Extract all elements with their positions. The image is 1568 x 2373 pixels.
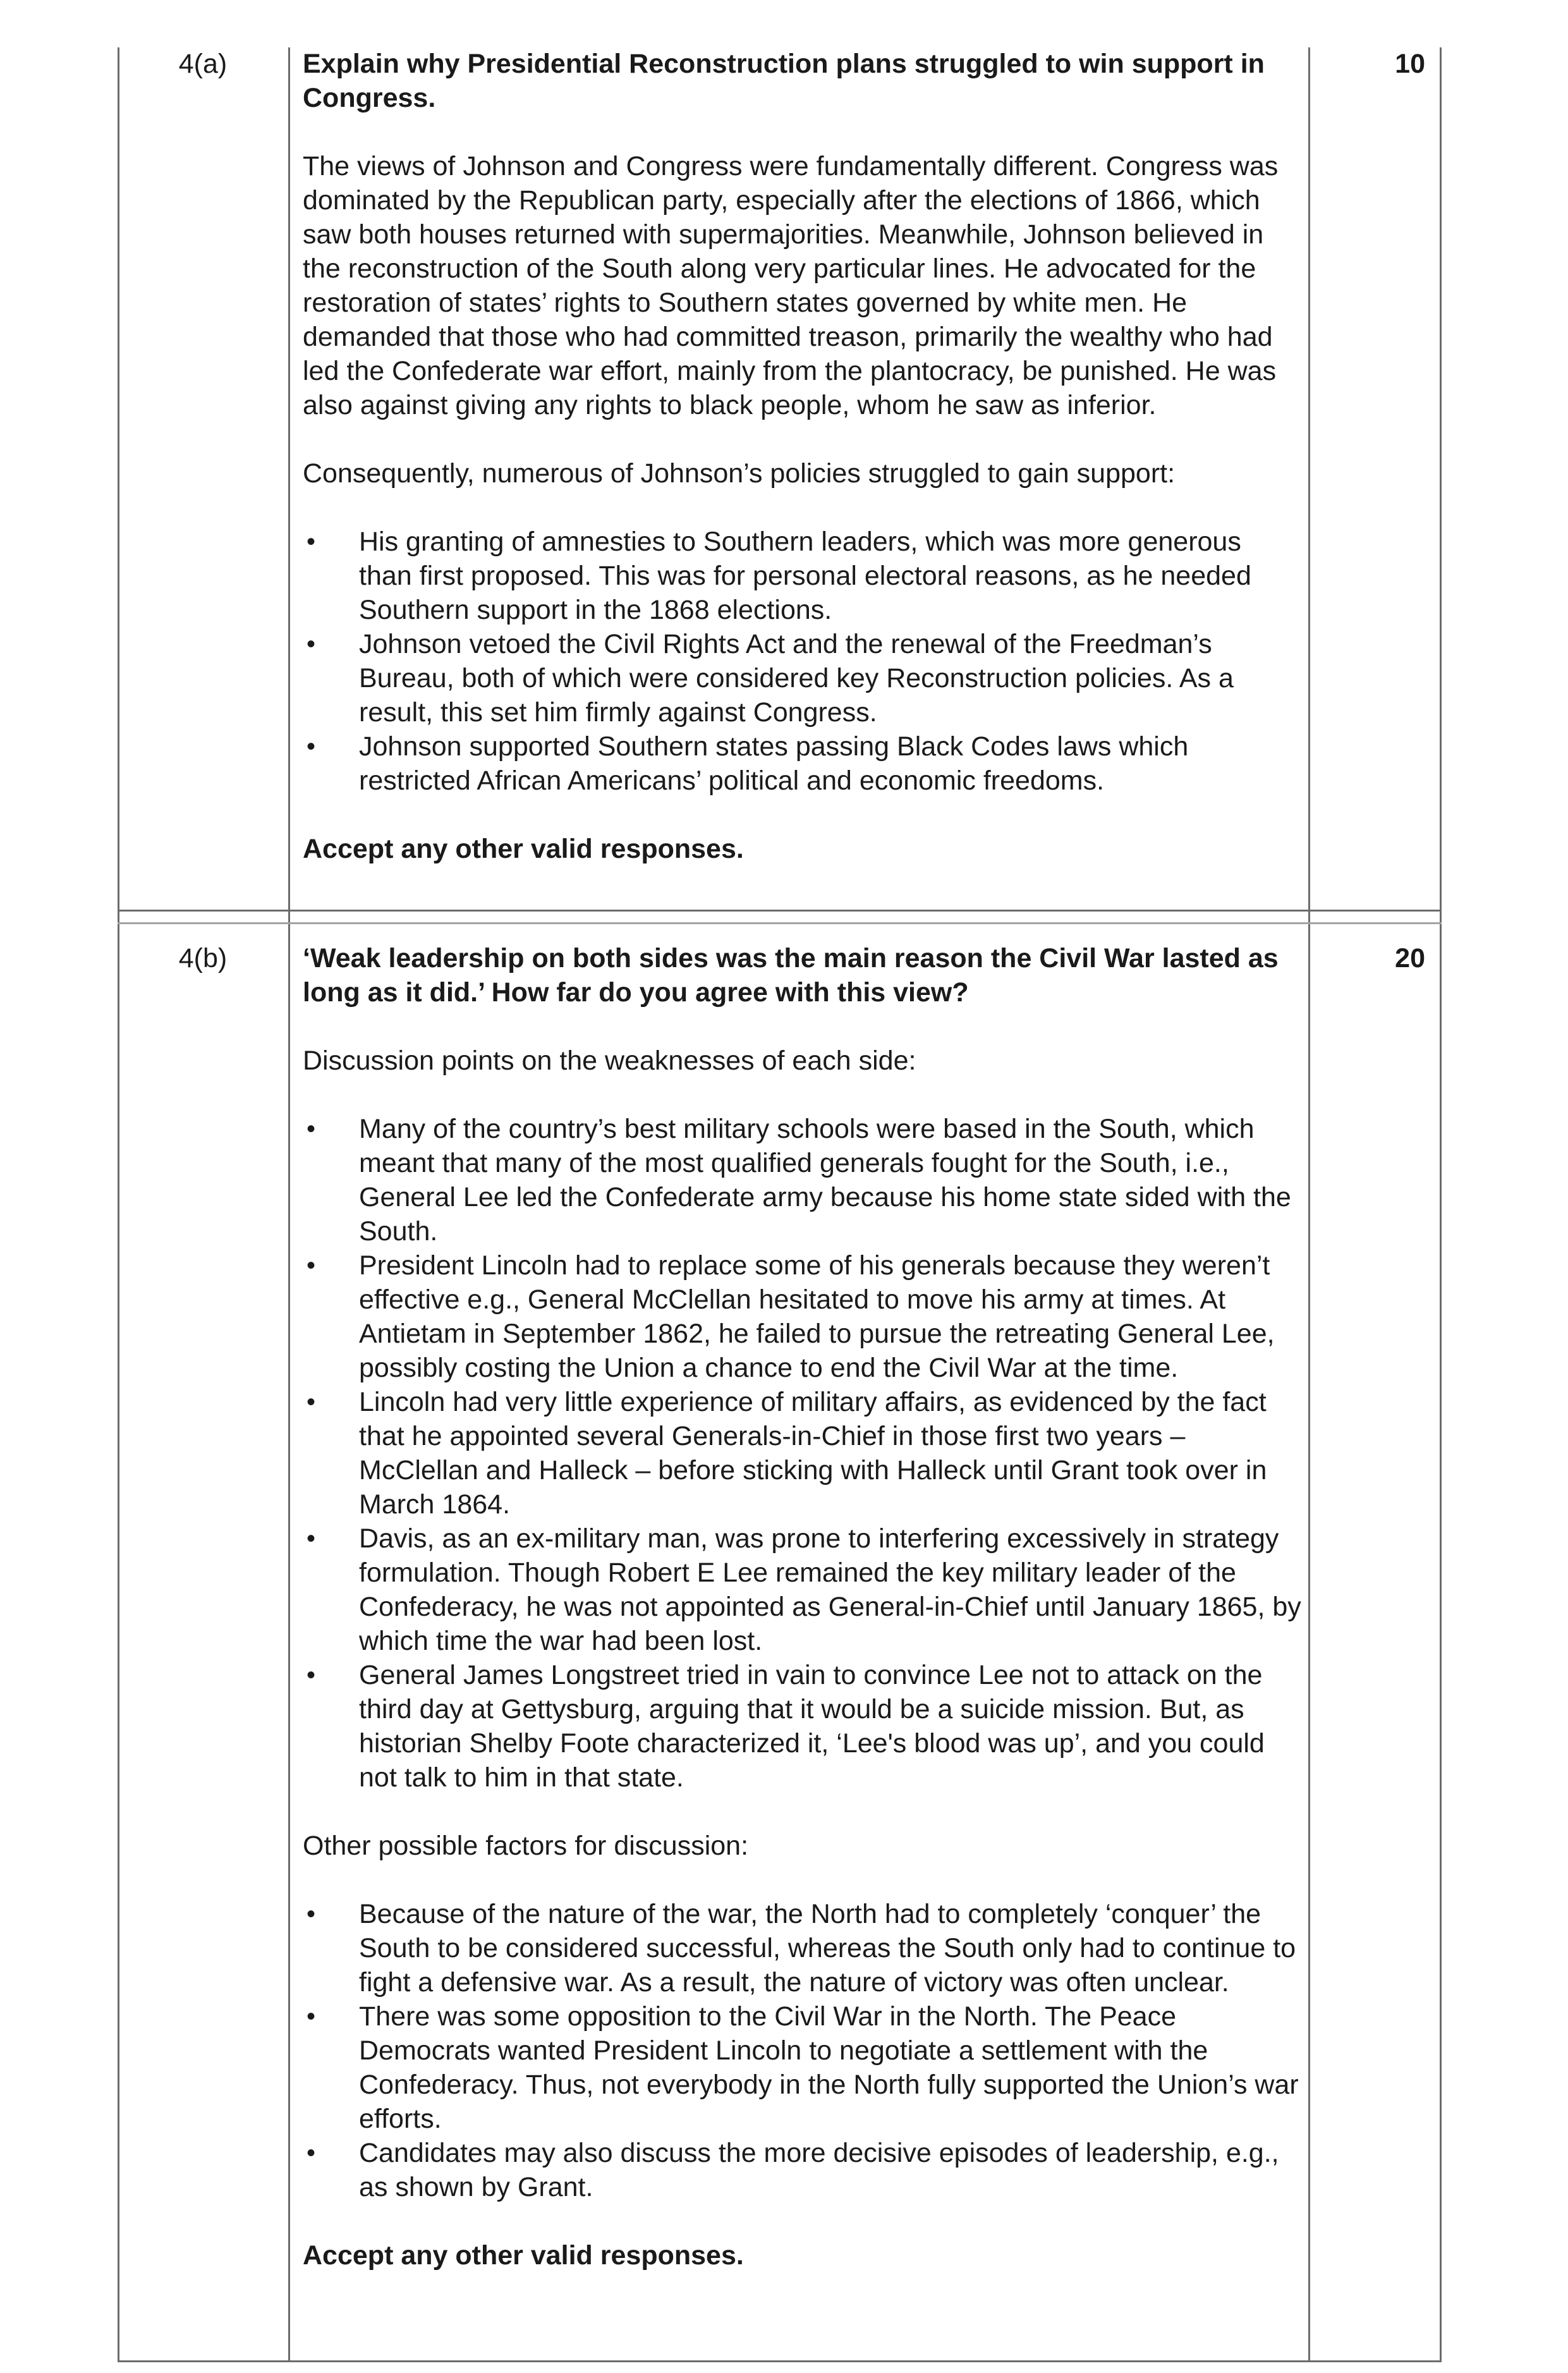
bullet-icon: •	[307, 1252, 316, 1279]
table-divider-marks	[1308, 47, 1310, 2362]
paragraph: Discussion points on the weaknesses of each side:	[303, 1046, 916, 1076]
list-item: • There was some opposition to the Civil War in the North. The Peace Democrats wanted President Lincoln to negotiate a settlement with the Confederacy. Thus, not everybody in the North fully supported the Union’s war efforts.	[303, 1999, 1301, 2136]
bullet-list	[303, 1897, 1301, 2204]
marks-4b: 20	[1395, 943, 1425, 973]
bullet-icon: •	[307, 1115, 316, 1143]
question-number-4b: 4(b)	[178, 943, 228, 973]
bullet-icon: •	[307, 630, 316, 658]
bullet-list	[303, 1112, 1301, 1795]
question-text: ‘Weak leadership on both sides was the main reason the Civil War lasted as long as it did.’ How far do you agree with this view?	[303, 943, 1279, 1008]
list-item: • President Lincoln had to replace some of his generals because they weren’t effective e.g., General McClellan hesitated to move his army at times. At Antietam in September 1862, he failed to pursue the retreating General Lee, possibly costing the Union a chance to end the Civil War at the time.	[303, 1248, 1301, 1385]
list-item: • Johnson vetoed the Civil Rights Act and the renewal of the Freedman’s Bureau, both of which were considered key Reconstruction policies. As a result, this set him firmly against Congress.	[303, 627, 1301, 729]
marks-4a: 10	[1395, 49, 1425, 79]
row-separator-bottom	[118, 922, 1442, 924]
list-item: • Johnson supported Southern states passing Black Codes laws which restricted African Americans’ political and economic freedoms.	[303, 729, 1301, 798]
bullet-icon: •	[307, 733, 316, 760]
table-border-bottom	[118, 2360, 1442, 2362]
bullet-icon: •	[307, 2139, 316, 2167]
accept-note: Accept any other valid responses.	[303, 834, 744, 864]
paragraph: Consequently, numerous of Johnson’s policies struggled to gain support:	[303, 458, 1176, 489]
list-item: • Many of the country’s best military schools were based in the South, which meant that many of the most qualified generals fought for the South, i.e., General Lee led the Confederate army because his home state sided with the South.	[303, 1112, 1301, 1248]
list-item: • Candidates may also discuss the more decisive episodes of leadership, e.g., as shown by Grant.	[303, 2136, 1301, 2204]
list-item: • Lincoln had very little experience of military affairs, as evidenced by the fact that he appointed several Generals-in-Chief in those first two years – McClellan and Halleck – before sticking with Halleck until Grant took over in March 1864.	[303, 1385, 1301, 1522]
accept-note: Accept any other valid responses.	[303, 2240, 744, 2271]
list-item: • Davis, as an ex-military man, was prone to interfering excessively in strategy formulation. Though Robert E Lee remained the key military leader of the Confederacy, he was not appointed as General-in-Chief until January 1865, by which time the war had been lost.	[303, 1522, 1301, 1658]
question-number-4a: 4(a)	[178, 49, 228, 79]
table-border-left	[118, 47, 119, 2362]
answer-cell-4b	[303, 941, 1301, 2272]
bullet-list	[303, 525, 1301, 798]
bullet-icon: •	[307, 2003, 316, 2030]
paragraph: The views of Johnson and Congress were fundamentally different. Congress was dominated by the Republican party, especially after the elections of 1866, which saw both houses returned with supermajorities. Meanwhile, Johnson believed in the reconstruction of the South along very particular lines. He advocated for the restoration of states’ rights to Southern states governed by white men. He demanded that those who had committed treason, primarily the wealthy who had led the Confederate war effort, mainly from the plantocracy, be punished. He was also against giving any rights to black people, whom he saw as inferior.	[303, 151, 1279, 420]
paragraph: Other possible factors for discussion:	[303, 1831, 749, 1861]
row-separator-top	[118, 910, 1442, 912]
table-divider-question	[288, 47, 290, 2362]
question-text: Explain why Presidential Reconstruction plans struggled to win support in Congress.	[303, 49, 1265, 113]
table-border-right	[1440, 47, 1442, 2362]
bullet-icon: •	[307, 1388, 316, 1416]
list-item: • His granting of amnesties to Southern leaders, which was more generous than first proposed. This was for personal electoral reasons, as he needed Southern support in the 1868 elections.	[303, 525, 1301, 627]
bullet-icon: •	[307, 1525, 316, 1553]
answer-cell-4a	[303, 47, 1301, 866]
bullet-icon: •	[307, 528, 316, 556]
list-item: • Because of the nature of the war, the North had to completely ‘conquer’ the South to be considered successful, whereas the South only had to continue to fight a defensive war. As a result, the nature of victory was often unclear.	[303, 1897, 1301, 1999]
bullet-icon: •	[307, 1661, 316, 1689]
bullet-icon: •	[307, 1900, 316, 1928]
list-item: • General James Longstreet tried in vain to convince Lee not to attack on the third day at Gettysburg, arguing that it would be a suicide mission. But, as historian Shelby Foote characterized it, ‘Lee's blood was up’, and you could not talk to him in that state.	[303, 1658, 1301, 1795]
